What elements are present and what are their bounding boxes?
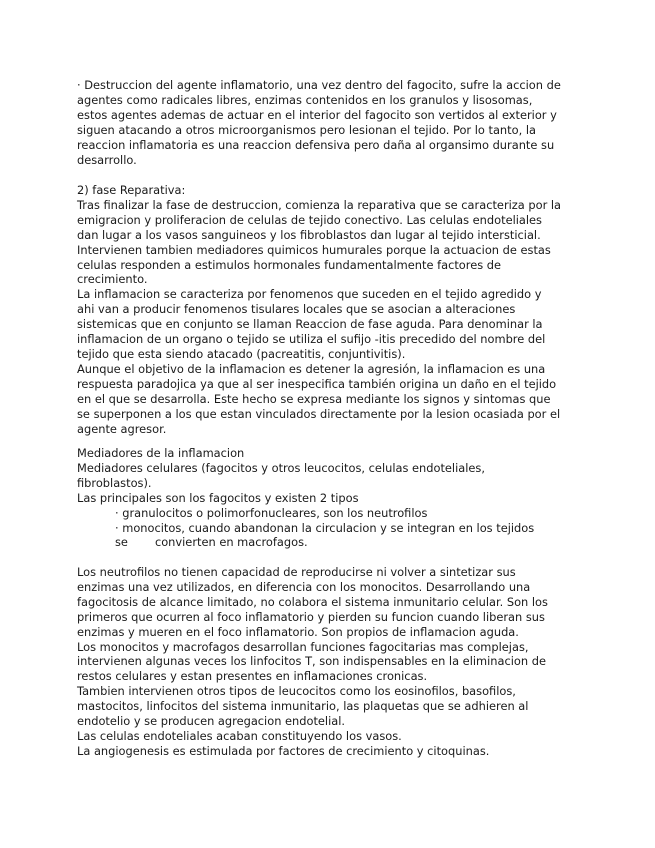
text-line: enzimas una vez utilizados, en diferencia con los monocitos. Desarrollando una [77, 579, 531, 594]
section-heading: Mediadores de la inflamacion [77, 446, 245, 460]
bullet-item-granulocitos: · granulocitos o polimorfonucleares, son los neutrofilos [115, 505, 428, 520]
text-line: agente agresor. [77, 421, 167, 436]
paragraph-destruccion [77, 78, 597, 167]
text-line: estos agentes ademas de actuar en el interior del fagocito son vertidos al exterior y [77, 107, 557, 122]
text-line: sistemicas que en conjunto se llaman Reaccion de fase aguda. Para denominar la [77, 317, 543, 332]
text-line: mastocitos, linfocitos del sistema inmunitario, las plaquetas que se adhieren al [77, 699, 529, 714]
text-fragment: se [115, 535, 128, 550]
section-mediadores [77, 446, 597, 550]
text-line: tejido que esta siendo atacado (pacreatitis, conjuntivitis). [77, 346, 406, 361]
text-line: La inflamacion se caracteriza por fenomenos que suceden en el tejido agredido y [77, 287, 542, 302]
text-line: Tras finalizar la fase de destruccion, comienza la reparativa que se caracteriza por la [77, 197, 562, 212]
paragraph-neutrofilos [77, 565, 597, 759]
text-line: enzimas y mueren en el foco inflamatorio. Son propios de inflamacion aguda. [77, 624, 519, 639]
text-line: siguen atacando a otros microorganismos pero lesionan el tejido. Por lo tanto, la [77, 122, 536, 137]
bullet-continuation [77, 535, 597, 550]
text-fragment: convierten en macrofagos. [154, 535, 308, 550]
text-line: respuesta paradojica ya que al ser inespecifica también origina un daño en el tejido [77, 376, 557, 391]
bullet-item-monocitos: · monocitos, cuando abandonan la circulacion y se integran en los tejidos [115, 520, 535, 535]
text-line: Tambien intervienen otros tipos de leucocitos como los eosinofilos, basofilos, [77, 684, 516, 699]
text-line: desarrollo. [77, 152, 137, 167]
text-line: inflamacion de un organo o tejido se utiliza el sufijo -itis precedido del nombre del [77, 332, 546, 347]
text-line: ahi van a producir fenomenos tisulares locales que se asocian a alteraciones [77, 302, 516, 317]
text-line: crecimiento. [77, 272, 148, 287]
text-line: en el que se desarrolla. Este hecho se expresa mediante los signos y sintomas que [77, 391, 551, 406]
text-line: emigracion y proliferacion de celulas de tejido conectivo. Las celulas endoteliales [77, 212, 542, 227]
text-line: intervienen algunas veces los linfocitos T, son indispensables en la eliminacion de [77, 654, 546, 669]
section-heading: 2) fase Reparativa: [77, 183, 186, 197]
text-line: · Destruccion del agente inflamatorio, una vez dentro del fagocito, sufre la accion de [77, 78, 561, 92]
text-line: Intervienen tambien mediadores quimicos humurales porque la actuacion de estas [77, 242, 551, 257]
text-line: Los neutrofilos no tienen capacidad de reproducirse ni volver a sintetizar sus [77, 565, 516, 579]
text-line: restos celulares y estan presentes en inflamaciones cronicas. [77, 669, 428, 684]
text-line: fibroblastos). [77, 475, 152, 490]
text-line: Los monocitos y macrofagos desarrollan funciones fagocitarias mas complejas, [77, 639, 529, 654]
text-line: celulas responden a estimulos hormonales fundamentalmente factores de [77, 257, 502, 272]
text-line: Mediadores celulares (fagocitos y otros leucocitos, celulas endoteliales, [77, 460, 485, 475]
section-fase-reparativa [77, 183, 597, 436]
text-line: Aunque el objetivo de la inflamacion es detener la agresión, la inflamacion es una [77, 361, 546, 376]
text-line: agentes como radicales libres, enzimas contenidos en los granulos y lisosomas, [77, 92, 533, 107]
text-line: reaccion inflamatoria es una reaccion defensiva pero daña al organsimo durante su [77, 137, 555, 152]
text-line: La angiogenesis es estimulada por factores de crecimiento y citoquinas. [77, 743, 490, 758]
text-line: fagocitosis de alcance limitado, no colabora el sistema inmunitario celular. Son los [77, 594, 548, 609]
text-line: endotelio y se producen agregacion endotelial. [77, 714, 346, 729]
text-line: dan lugar a los vasos sanguineos y los fibroblastos dan lugar al tejido intersticial. [77, 227, 541, 242]
text-line: Las celulas endoteliales acaban constituyendo los vasos. [77, 728, 402, 743]
text-line: se superponen a los que estan vinculados directamente por la lesion ocasiada por el [77, 406, 561, 421]
text-line: Las principales son los fagocitos y existen 2 tipos [77, 490, 359, 505]
text-line: primeros que ocurren al foco inflamatorio y pierden su funcion cuando liberan sus [77, 609, 545, 624]
